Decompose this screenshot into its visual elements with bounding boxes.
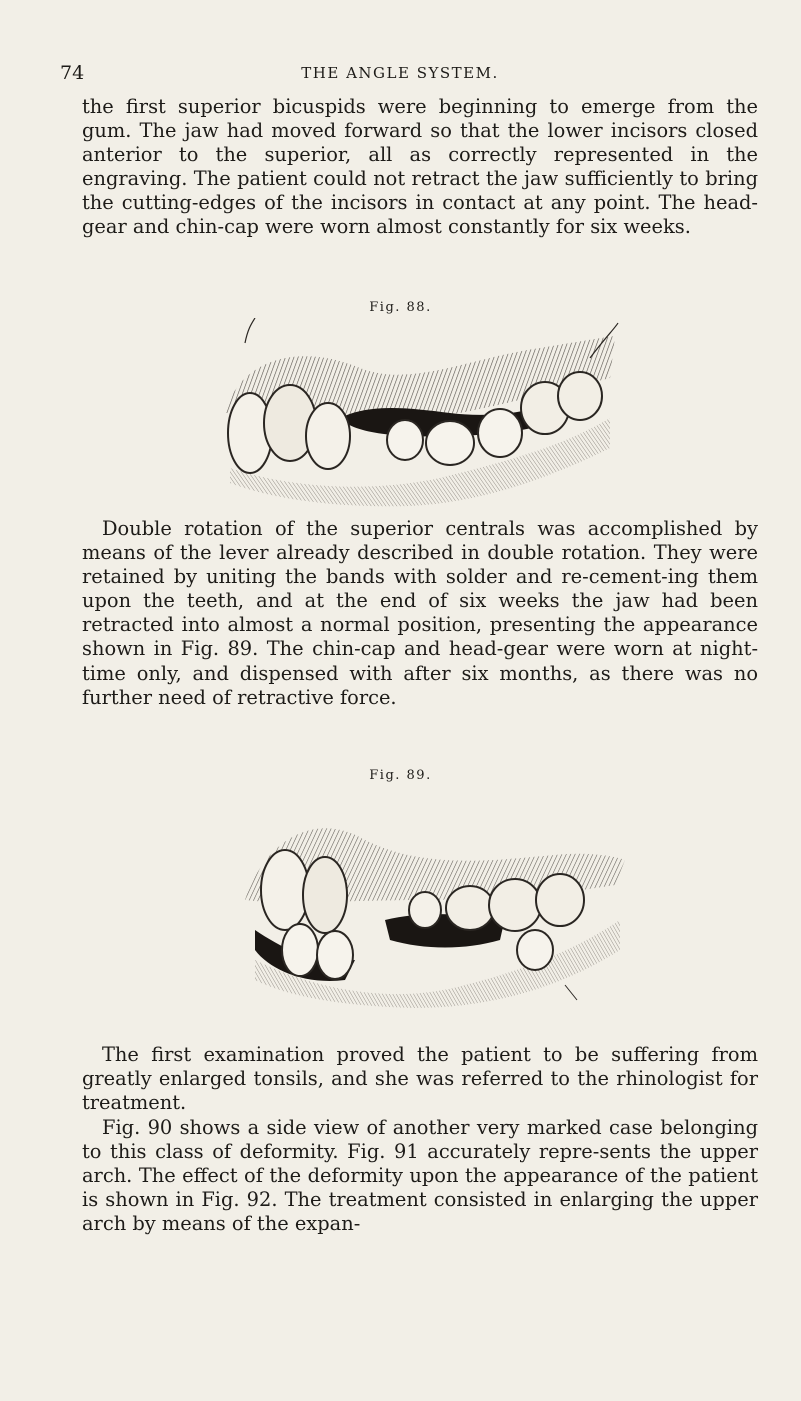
paragraph-3: The first examination proved the patient to be suffering from greatly enlarged tonsils, and she was referred to the rhinologist for treatment. <box>82 1043 758 1115</box>
page-number: 74 <box>60 62 85 84</box>
figure-88-image <box>210 318 620 508</box>
paragraph-1: the first superior bicuspids were beginning to emerge from the gum. The jaw had moved forward so that the lower incisors closed anterior to the superior, all as correctly represented in the engraving. The patient could not retract the jaw sufficiently to bring the cutting-edges of the incisors in contact at any point. The head-gear and chin-cap were worn almost constantly for six weeks. <box>82 95 758 239</box>
paragraph-2: Double rotation of the superior centrals was accomplished by means of the lever already described in double rotation. They were retained by uniting the bands with solder and re-cement-ing them upon the teeth, and at the end of six weeks the jaw had been retracted into almost a normal position, presenting the appearance shown in Fig. 89. The chin-cap and head-gear were worn at night-time only, and dispensed with after six months, as there was no further need of retractive force. <box>82 517 758 709</box>
figure-88-caption: Fig. 88. <box>369 300 432 315</box>
figure-89-dental-engraving <box>225 800 625 1010</box>
paragraph-4: Fig. 90 shows a side view of another very marked case belonging to this class of deformity. Fig. 91 accurately repre-sents the upper arch. The effect of the deformity upon the appearance of the patient is shown in Fig. 92. The treatment consisted in enlarging the upper arch by means of the expan- <box>82 1116 758 1236</box>
figure-89-caption: Fig. 89. <box>369 768 432 783</box>
running-head: THE ANGLE SYSTEM. <box>301 64 499 82</box>
page-header <box>60 62 740 86</box>
figure-89-image <box>225 800 625 1010</box>
figure-88-dental-engraving <box>210 318 620 508</box>
